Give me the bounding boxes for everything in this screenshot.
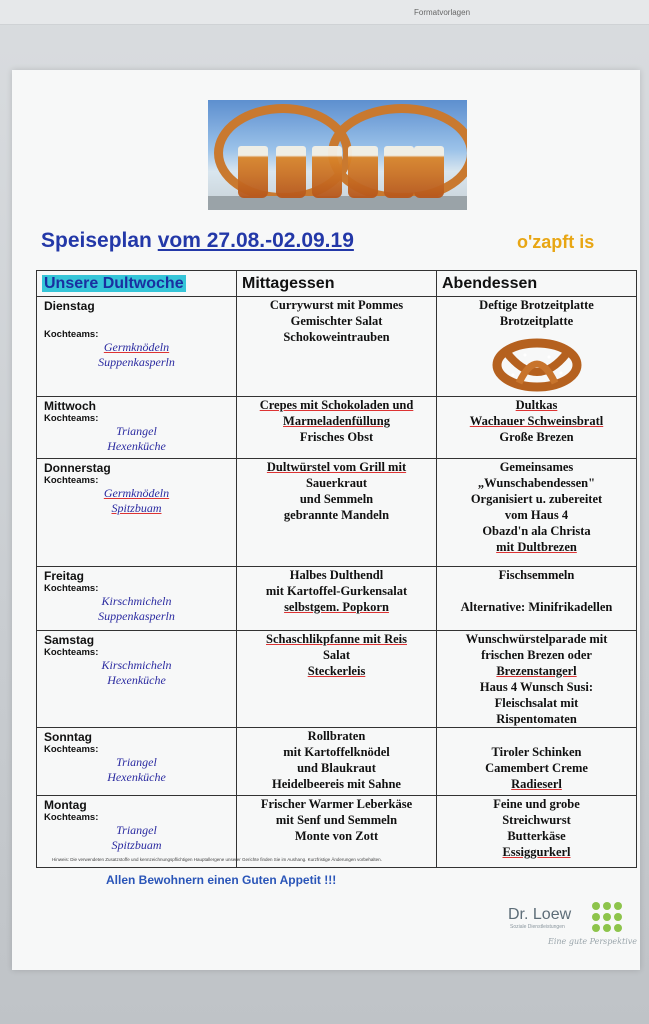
table-row xyxy=(37,297,637,397)
lunch-item: Dultwürstel vom Grill mit xyxy=(266,460,407,474)
table-row xyxy=(37,567,637,631)
lunch-item: Schaschlikpfanne mit Reis xyxy=(266,632,407,646)
table-row xyxy=(37,728,637,796)
day-name: Freitag xyxy=(44,569,85,583)
header-lunch: Mittagessen xyxy=(237,271,437,297)
lunch-cell xyxy=(237,459,437,567)
beer-glass xyxy=(348,146,378,198)
page-title xyxy=(41,229,354,253)
pretzel-icon xyxy=(489,335,585,393)
word-toolbar xyxy=(0,0,649,25)
kochteam-name: Kirschmicheln xyxy=(101,594,172,608)
lunch-item: Salat xyxy=(322,648,351,662)
kochteam-name: Spitzbuam xyxy=(111,501,162,515)
lunch-item: und Semmeln xyxy=(299,492,374,506)
kochteams-label: Kochteams: xyxy=(44,475,99,486)
company-logo-name: Dr. Loew xyxy=(508,906,572,923)
dinner-item: Radieserl xyxy=(511,777,562,791)
kochteams-label: Kochteams: xyxy=(44,583,99,594)
dinner-item: Tiroler Schinken xyxy=(491,745,582,759)
dinner-item: Brotzeitplatte xyxy=(499,314,574,328)
dinner-cell xyxy=(437,728,637,796)
beer-glass xyxy=(238,146,268,198)
dinner-item: Dultkas xyxy=(515,398,558,412)
day-cell xyxy=(37,297,237,397)
dinner-item: Deftige Brotzeitplatte xyxy=(479,298,594,312)
lunch-item: Steckerleis xyxy=(307,664,366,678)
dinner-item: Brezenstangerl xyxy=(496,664,577,678)
dinner-item: Obazd'n ala Christa xyxy=(482,524,591,538)
kochteam-name: Triangel xyxy=(116,424,157,438)
kochteam-name: Kirschmicheln xyxy=(101,658,172,672)
lunch-item: Marmeladenfüllung xyxy=(283,414,390,428)
lunch-item: Schokoweintrauben xyxy=(283,330,390,344)
dinner-item: vom Haus 4 xyxy=(504,508,569,522)
header-week xyxy=(37,271,237,297)
day-name: Montag xyxy=(44,798,87,812)
dinner-cell xyxy=(437,397,637,459)
day-cell xyxy=(37,397,237,459)
lunch-item: mit Kartoffelknödel xyxy=(283,745,390,759)
lunch-item: Rollbraten xyxy=(307,729,366,743)
kochteams-label: Kochteams: xyxy=(44,744,99,755)
kochteams-label: Kochteams: xyxy=(44,329,99,340)
kochteams-label: Kochteams: xyxy=(44,413,99,424)
dinner-item: Gemeinsames xyxy=(499,460,574,474)
dinner-item: mit Dultbrezen xyxy=(496,540,577,554)
dinner-item: Feine und grobe xyxy=(493,797,580,811)
lunch-item: und Blaukraut xyxy=(297,761,376,775)
kochteam-name: Germknödeln xyxy=(103,486,170,500)
day-name: Samstag xyxy=(44,633,95,647)
dinner-cell xyxy=(437,297,637,397)
day-name: Dienstag xyxy=(44,299,95,313)
dinner-item: Camembert Creme xyxy=(485,761,588,775)
company-logo-dots-icon xyxy=(592,902,624,932)
lunch-item: Gemischter Salat xyxy=(290,314,383,328)
dinner-item: Organisiert u. zubereitet xyxy=(470,492,603,506)
lunch-item: Currywurst mit Pommes xyxy=(269,298,404,312)
dinner-item: Fischsemmeln xyxy=(498,568,575,582)
lunch-item: mit Kartoffel-Gurkensalat xyxy=(265,584,408,598)
dinner-item: Alternative: Minifrikadellen xyxy=(460,600,613,614)
kochteam-name: Germknödeln xyxy=(103,340,170,354)
dinner-item: „Wunschabendessen" xyxy=(477,476,596,490)
kochteam-name: Hexenküche xyxy=(107,673,166,687)
menu-table xyxy=(36,270,637,868)
company-logo-subtitle: Soziale Dienstleistungen xyxy=(510,924,565,930)
dinner-cell xyxy=(437,459,637,567)
dinner-cell xyxy=(437,631,637,728)
dinner-item: Rispentomaten xyxy=(496,712,577,726)
dinner-item: Butterkäse xyxy=(507,829,566,843)
dinner-cell xyxy=(437,567,637,631)
lunch-cell xyxy=(237,728,437,796)
lunch-item: Sauerkraut xyxy=(305,476,368,490)
day-name: Donnerstag xyxy=(44,461,111,475)
lunch-item: selbstgem. Popkorn xyxy=(284,600,389,614)
dinner-item: Haus 4 Wunsch Susi: xyxy=(479,680,594,694)
kochteam-name: Spitzbuam xyxy=(111,838,162,852)
kochteam-name: Hexenküche xyxy=(107,439,166,453)
header-week-label: Unsere Dultwoche xyxy=(44,274,184,292)
lunch-cell xyxy=(237,631,437,728)
day-cell xyxy=(37,631,237,728)
dinner-item: Wachauer Schweinsbratl xyxy=(469,414,604,428)
beer-glass xyxy=(276,146,306,198)
beer-glass xyxy=(414,146,444,198)
day-name: Mittwoch xyxy=(44,399,96,413)
lunch-item: Halbes Dulthendl xyxy=(289,568,384,582)
lunch-item: Crepes mit Schokoladen und xyxy=(259,398,414,412)
closing-greeting: Allen Bewohnern einen Guten Appetit !!! xyxy=(106,873,337,887)
kochteams-label: Kochteams: xyxy=(44,812,99,823)
dinner-item: Streichwurst xyxy=(502,813,571,827)
allergen-footnote: Hinweis: Die verwendeten Zusatzstoffe und kennzeichnungspflichtigen Hauptallergene unserer Gerichte finden Sie im Aushang. Kurzfristige Änderungen vorbehalten. xyxy=(52,857,382,862)
day-cell xyxy=(37,728,237,796)
title-prefix: Speiseplan xyxy=(41,229,152,252)
title-date: vom 27.08.-02.09.19 xyxy=(157,229,354,252)
beer-glass xyxy=(312,146,342,198)
lunch-item: Heidelbeereis mit Sahne xyxy=(272,777,401,791)
dinner-item xyxy=(437,728,636,744)
kochteam-name: Hexenküche xyxy=(107,770,166,784)
menu-header-row xyxy=(37,271,637,297)
lunch-cell xyxy=(237,567,437,631)
banner-table xyxy=(208,196,467,210)
lunch-item: gebrannte Mandeln xyxy=(283,508,390,522)
kochteam-name: Suppenkasperln xyxy=(98,609,175,623)
dinner-item: Essiggurkerl xyxy=(502,845,571,859)
slogan: o'zapft is xyxy=(517,232,595,252)
lunch-item: Frisches Obst xyxy=(299,430,374,444)
table-row xyxy=(37,631,637,728)
dinner-item: frischen Brezen oder xyxy=(481,648,592,662)
lunch-item: Frischer Warmer Leberkäse xyxy=(260,797,413,811)
lunch-cell xyxy=(237,397,437,459)
table-row xyxy=(37,397,637,459)
dinner-item: Wunschwürstelparade mit xyxy=(465,632,608,646)
oktoberfest-banner-image xyxy=(208,100,467,210)
dinner-item xyxy=(437,583,636,599)
day-name: Sonntag xyxy=(44,730,92,744)
kochteam-name: Triangel xyxy=(116,755,157,769)
kochteams-label: Kochteams: xyxy=(44,647,99,658)
company-logo-tagline: Eine gute Perspektive xyxy=(548,937,638,946)
lunch-cell xyxy=(237,297,437,397)
beer-glass xyxy=(384,146,414,198)
formatvorlagen-label[interactable]: Formatvorlagen xyxy=(414,8,471,17)
table-row xyxy=(37,459,637,567)
dinner-item: Fleischsalat mit xyxy=(494,696,579,710)
lunch-item: Monte von Zott xyxy=(294,829,379,843)
kochteam-name: Suppenkasperln xyxy=(98,355,175,369)
kochteam-name: Triangel xyxy=(116,823,157,837)
day-cell xyxy=(37,459,237,567)
header-dinner: Abendessen xyxy=(437,271,637,297)
day-cell xyxy=(37,567,237,631)
dinner-item: Große Brezen xyxy=(499,430,574,444)
lunch-item: mit Senf und Semmeln xyxy=(275,813,398,827)
